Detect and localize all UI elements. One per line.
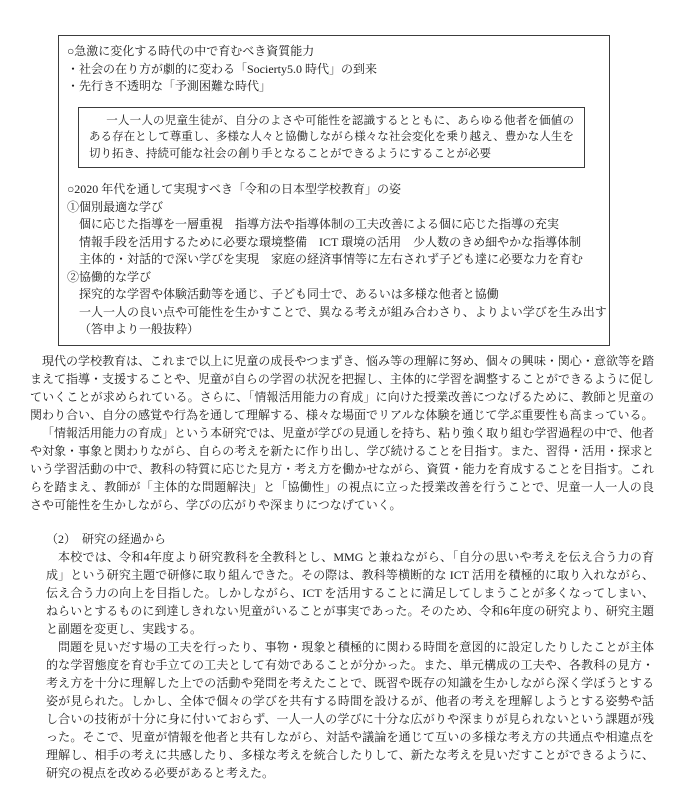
box-heading-reiwa-education: ○2020 年代を通して実現すべき「令和の日本型学校教育」の姿	[67, 182, 402, 196]
item-2-line: 一人一人の良い点や可能性を生かすことで、異なる考えが組み合わさり、よりよい学びを生み出す	[79, 304, 607, 319]
paragraph-modern-education: 現代の学校教育は、これまで以上に児童の成長やつまずき、悩み等の理解に努め、個々の興味・関心・意欲等を踏まえて指導・支援することや、児童が自らの学習の状況を把握し、主体的に学習を調整することができるように促していくことが求められている。さらに、「情報活用能力の育成」に向けた授業改善につなげるために、教師と児童の関わり合い、自分の感覚や行為を通して理解する、様々な場面でリアルな体験を通じて学ぶ重要性も高まっている。	[30, 353, 654, 422]
citation-text: 一人一人の児童生徒が、自分のよさや可能性を認識するとともに、あらゆる他者を価値のある存在として尊重し、多様な人々と協働しながら様々な社会変化を乗り越え、豊かな人生を切り拓き、持続可能な社会の創り手となることができるようにすることが必要	[89, 114, 574, 160]
paragraph-research-issues: 問題を見いだす場の工夫を行ったり、事物・現象と積極的に関わる時間を意図的に設定したりしたことが主体的な学習態度を育む手立ての工夫として有効であることが分かった。また、単元構成の工夫や、各教科の見方・考え方を十分に理解した上での活動や発問を考えたことで、既習や既存の知識を生かしながら深く学ぼうとする姿が見られた。しかし、全体で個々の学びを共有する時間を設けるが、他者の考えを理解しようとする姿勢や話し合いの技術が十分に身に付いておらず、一人一人の学びに十分な広がりや深まりが見られないという課題が残った。そこで、児童が情報を他者と共有しながら、対話や議論を通じて互いの多様な考え方の共通点や相違点を理解し、相手の考えに共感したり、多様な考えを統合したりして、新たな考えを見いだすことができるように、研究の視点を改める必要があると考えた。	[46, 639, 654, 780]
paragraph-research-history: 本校では、令和4年度より研究教科を全教科とし、MMG と兼ねながら、「自分の思いや考えを伝え合う力の育成」という研究主題で研修に取り組んできた。その際は、教科等横断的な ICT 活用を積極的に取り入れながら、伝え合う力の向上を目指した。しかしながら、ICT を活用することに満足してしまうことが多くなってしまい、ねらいとするものに到達しきれない児童がいることが事実であった。そのため、令和6年度の研究より、研究主題と副題を変更し、実践する。	[46, 549, 654, 636]
item-2-line: 探究的な学習や体験活動等を通じ、子ども同士で、あるいは多様な他者と協働	[79, 287, 499, 301]
summary-box	[58, 35, 610, 346]
box-heading-qualities: ○急激に変化する時代の中で育むべき資質能力	[67, 44, 315, 58]
paragraph-research-goal: 「情報活用能力の育成」という本研究では、児童が学びの見通しを持ち、粘り強く取り組む学習過程の中で、他者や対象・事象と関わりながら、自らの考えを新たに作り出し、学び続けることを目指す。また、習得・活用・探求という学習活動の中で、教科の特質に応じた見方・考え方を働かせながら、資質・能力を育成することを目指す。これらを踏まえ、教師が「主体的な問題解決」と「協働性」の視点に立った授業改善を行うことで、児童一人一人の良さや可能性を生かしながら、学びの広がりや深まりにつなげていく。	[30, 425, 654, 512]
bullet-unpredictable-era: ・先行き不透明な「予測困難な時代」	[67, 79, 272, 93]
bullet-society50: ・社会の在り方が劇的に変わる「Socierty5.0 時代」の到来	[67, 61, 377, 76]
section-research-progress	[46, 530, 654, 782]
item-1-line: 情報手段を活用するために必要な環境整備 ICT 環境の活用 少人数のきめ細やかな指導体制	[79, 234, 582, 249]
citation-box	[78, 107, 585, 169]
item-1-line: 個に応じた指導を一層重視 指導方法や指導体制の工夫改善による個に応じた指導の充実	[79, 217, 560, 231]
item-1-line: 主体的・対話的で深い学びを実現 家庭の経済事情等に左右されず子ども達に必要な力を育む	[79, 252, 584, 266]
section-2-heading: （2） 研究の経過から	[46, 531, 167, 546]
item-2-heading: ②協働的な学び	[67, 269, 152, 284]
source-note: （答申より一般抜粋）	[79, 322, 200, 336]
item-1-heading: ①個別最適な学び	[67, 199, 164, 214]
